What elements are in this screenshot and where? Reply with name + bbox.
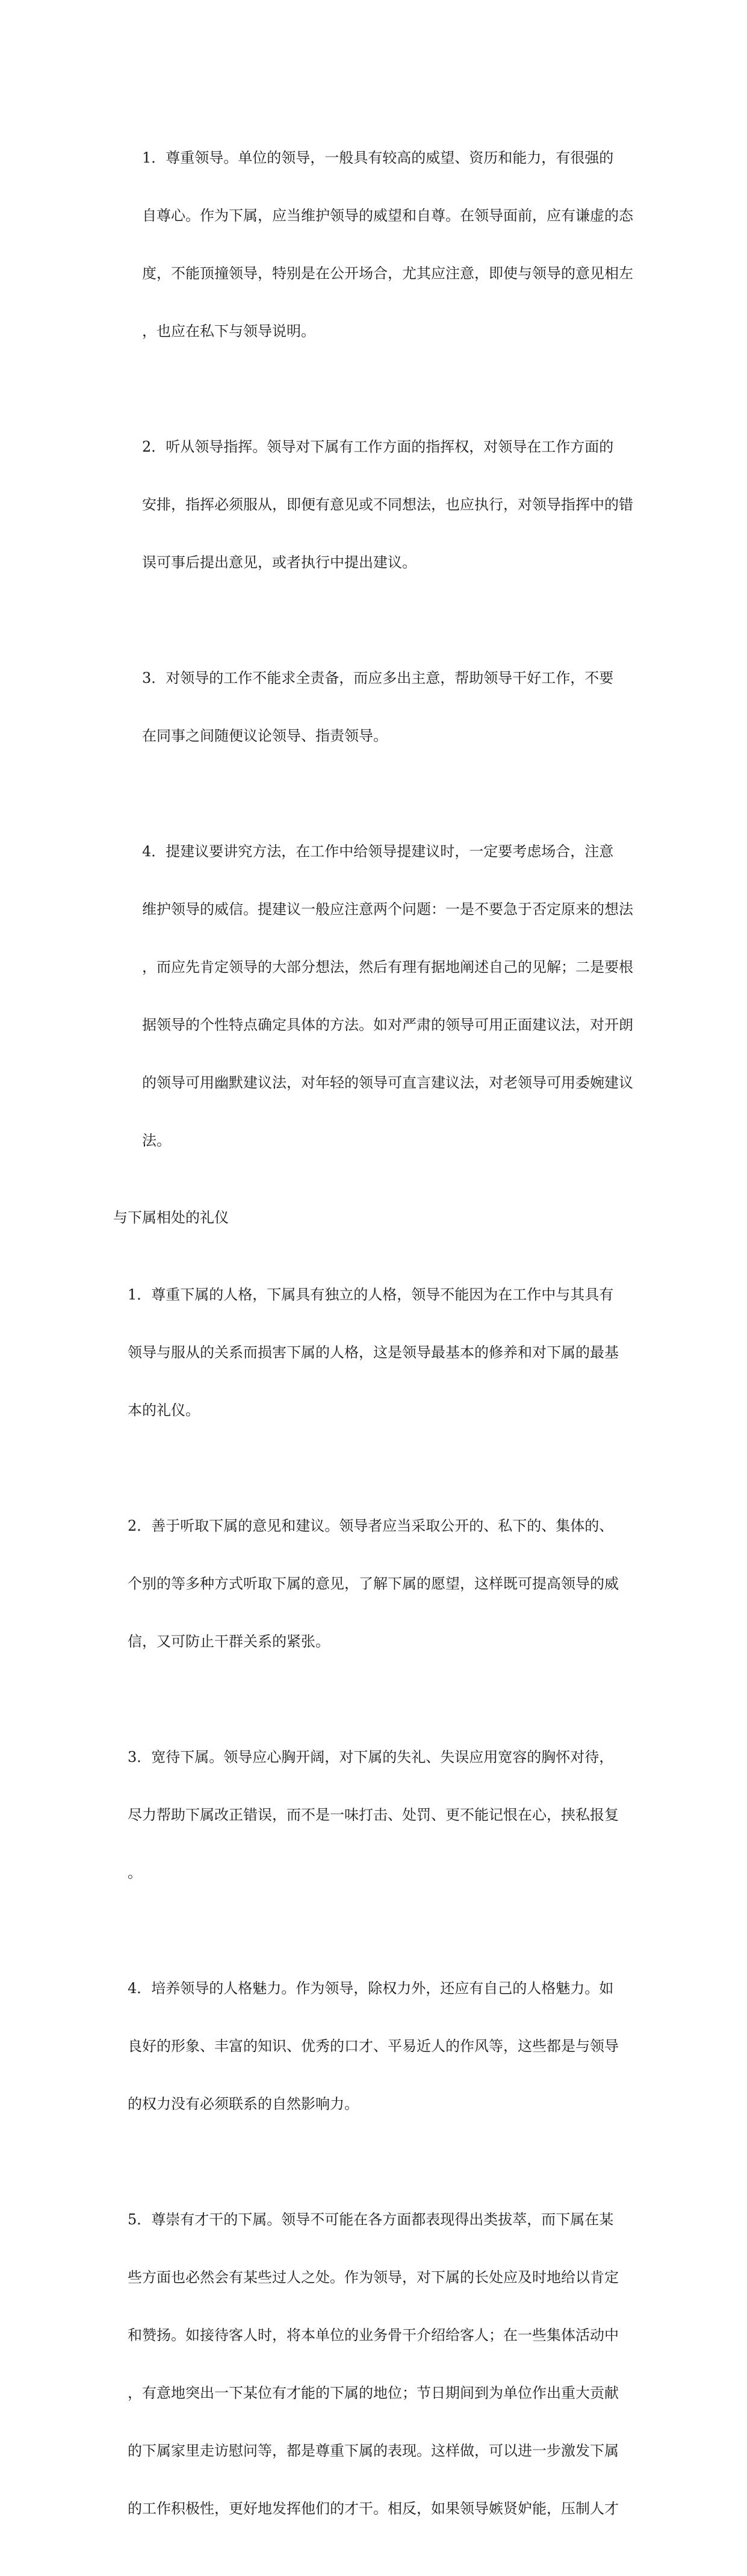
text-line: 据领导的个性特点确定具体的方法。如对严肃的领导可用正面建议法，对开朗 xyxy=(142,1016,633,1033)
paragraph-suggestion-method xyxy=(113,803,634,1189)
text-line: 的领导可用幽默建议法，对年轻的领导可直言建议法，对老领导可用委婉建议 xyxy=(142,1074,633,1091)
text-line: 1．尊重下属的人格，下属具有独立的人格，领导不能因为在工作中与其具有 xyxy=(128,1286,614,1303)
paragraph-respect-leader xyxy=(113,110,634,379)
text-line: ，而应先肯定领导的大部分想法，然后有理有据地阐述自己的见解；二是要根 xyxy=(142,959,633,975)
paragraph-no-perfectionism xyxy=(113,630,634,784)
text-line: 。 xyxy=(128,1864,142,1881)
text-line: 维护领导的威信。提建议一般应注意两个问题：一是不要急于否定原来的想法 xyxy=(142,901,633,918)
text-line: ，也应在私下与领导说明。 xyxy=(142,323,315,340)
text-line: 1．尊重领导。单位的领导，一般具有较高的威望、资历和能力，有很强的 xyxy=(142,149,614,166)
text-line: 的下属家里走访慰问等，都是尊重下属的表现。这样做，可以进一步激发下属 xyxy=(128,2442,619,2459)
text-line: 在同事之间随便议论领导、指责领导。 xyxy=(142,727,388,744)
text-line: 自尊心。作为下属，应当维护领导的威望和自尊。在领导面前，应有谦虚的态 xyxy=(142,207,633,224)
paragraph-personal-charm xyxy=(113,1940,634,2152)
text-line: 信，又可防止干群关系的紧张。 xyxy=(128,1633,330,1650)
text-line: 2．善于听取下属的意见和建议。领导者应当采取公开的、私下的、集体的、 xyxy=(128,1517,614,1534)
paragraph-listen-subordinate xyxy=(113,1478,634,1690)
text-line: 4．培养领导的人格魅力。作为领导，除权力外，还应有自己的人格魅力。如 xyxy=(128,1980,614,1997)
text-line: 度，不能顶撞领导，特别是在公开场合，尤其应注意，即使与领导的意见相左 xyxy=(142,265,633,282)
text-line: 和赞扬。如接待客人时，将本单位的业务骨干介绍给客人；在一些集体活动中 xyxy=(128,2327,619,2344)
text-line: 3．对领导的工作不能求全责备，而应多出主意，帮助领导干好工作，不要 xyxy=(142,670,614,686)
text-line: 误可事后提出意见，或者执行中提出建议。 xyxy=(142,554,417,571)
section-heading: 与下属相处的礼仪 xyxy=(113,1209,229,1226)
text-line: 的权力没有必须联系的自然影响力。 xyxy=(128,2095,359,2112)
text-line: 些方面也必然会有某些过人之处。作为领导，对下属的长处应及时地给以肯定 xyxy=(128,2269,619,2286)
text-line: 4．提建议要讲究方法，在工作中给领导提建议时，一定要考虑场合，注意 xyxy=(142,843,614,860)
text-line: 的工作积极性，更好地发挥他们的才干。相反，如果领导嫉贤妒能，压制人才 xyxy=(128,2500,619,2517)
paragraph-respect-subordinate xyxy=(113,1246,634,1458)
text-line: 尽力帮助下属改正错误，而不是一味打击、处罚、更不能记恨在心，挟私报复 xyxy=(128,1806,619,1823)
text-line: 本的礼仪。 xyxy=(128,1402,200,1419)
paragraph-tolerate-subordinate xyxy=(113,1709,634,1921)
document-body xyxy=(113,110,634,2576)
text-line: 5．尊崇有才干的下属。领导不可能在各方面都表现得出类拔萃，而下属在某 xyxy=(128,2211,614,2228)
text-line: ，有意地突出一下某位有才能的下属的地位；节日期间到为单位作出重大贡献 xyxy=(128,2385,619,2401)
paragraph-obey-leader xyxy=(113,399,634,611)
paragraph-value-talent xyxy=(113,2171,634,2557)
text-line: 个别的等多种方式听取下属的意见，了解下属的愿望，这样既可提高领导的威 xyxy=(128,1575,619,1592)
text-line: 2．听从领导指挥。领导对下属有工作方面的指挥权，对领导在工作方面的 xyxy=(142,438,614,455)
text-line: 安排，指挥必须服从，即便有意见或不同想法，也应执行，对领导指挥中的错 xyxy=(142,496,633,513)
text-line: 3．宽待下属。领导应心胸开阔，对下属的失礼、失误应用宽容的胸怀对待， xyxy=(128,1749,614,1766)
text-line: 法。 xyxy=(142,1132,171,1149)
text-line: 良好的形象、丰富的知识、优秀的口才、平易近人的作风等，这些都是与领导 xyxy=(128,2038,619,2055)
text-line: 领导与服从的关系而损害下属的人格，这是领导最基本的修养和对下属的最基 xyxy=(128,1344,619,1361)
